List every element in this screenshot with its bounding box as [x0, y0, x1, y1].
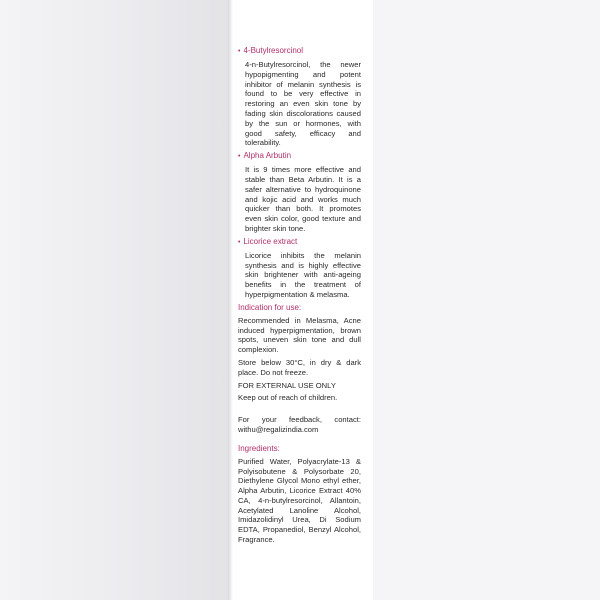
ingredient-heading: • Alpha Arbutin [238, 151, 292, 161]
ingredient-heading: • 4-Butylresorcinol [238, 46, 304, 55]
ingredients-list-text: Purified Water, Polyacrylate-13 & Polyisobutene & Polysorbate 20, Diethylene Glycol Mono ethyl ether, Alpha Arbutin, Licorice Extract 40% CA, 4-n-butylresorcinol, Allantoin, Acetylated Lanoline Alcohol, Imidazolidinyl Urea, Di Sodium EDTA, Propanediol, Benzyl Alcohol, Fragrance. [238, 456, 361, 545]
indication-text: Recommended in Melasma, Acne induced hyperpigmentation, brown spots, uneven skin tone and dull complexion. [238, 315, 361, 355]
indication-heading: Indication for use: [238, 302, 302, 312]
ingredients-list-heading: Ingredients: [238, 443, 280, 453]
keep-away-text: Keep out of reach of children. [238, 393, 338, 403]
ingredient-description: It is 9 times more effective and stable than Beta Arbutin. It is a safer alternative to hydroquinone and kojic acid and works much quicker than both. It promotes even skin color, good texture and brighter skin tone. [245, 165, 361, 233]
bullet-icon: • [238, 238, 241, 246]
spacer [238, 406, 361, 412]
bullet-icon: • [238, 153, 241, 161]
feedback-text: For your feedback, contact: withu@regalizindia.com [238, 415, 361, 434]
carton-left-face [0, 0, 228, 600]
external-use-text: FOR EXTERNAL USE ONLY [238, 380, 336, 390]
product-info-text [238, 46, 361, 548]
carton-right-face [373, 0, 600, 600]
bullet-icon: • [238, 48, 241, 55]
ingredient-heading: • Licorice extract [238, 236, 298, 246]
ingredient-description: 4-n-Butylresorcinol, the newer hypopigmenting and potent inhibitor of melanin synthesis is found to be very effective in restoring an even skin tone by fading skin discolorations caused by the sun or hormones, with good safety, efficacy and tolerability. [245, 60, 361, 148]
storage-text: Store below 30°C, in dry & dark place. Do not freeze. [238, 357, 361, 377]
ingredient-description: Licorice inhibits the melanin synthesis and is highly effective skin brightener with anti-ageing benefits in the treatment of hyperpigmentation & melasma. [245, 250, 361, 299]
